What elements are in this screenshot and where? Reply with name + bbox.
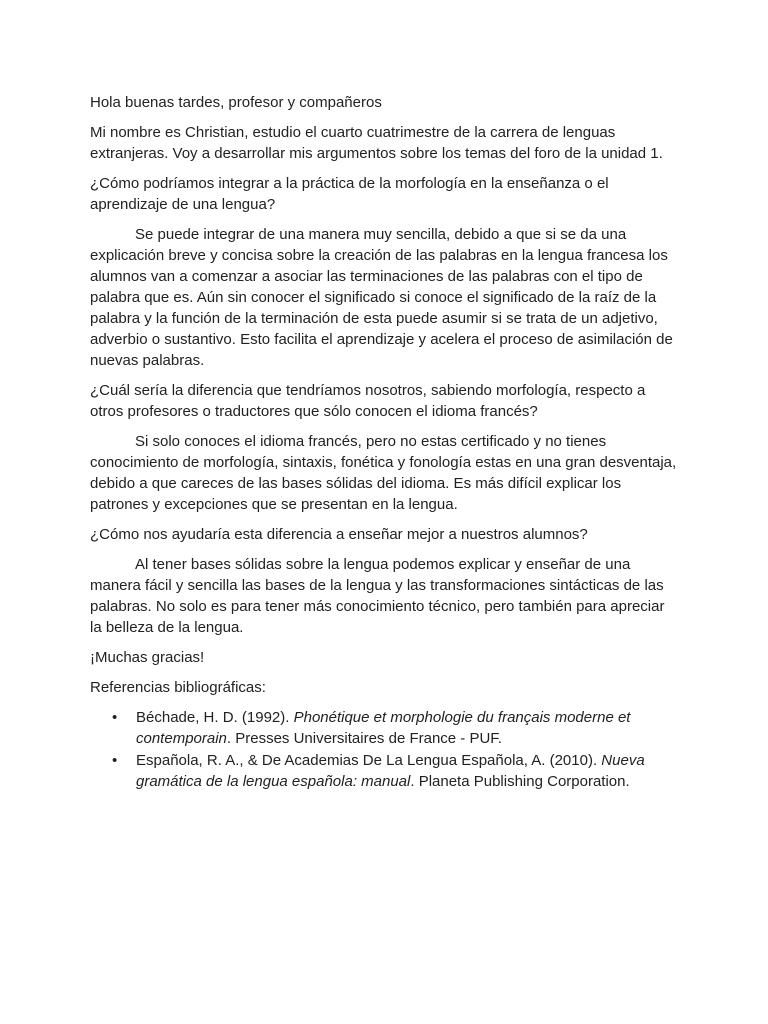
bullet-icon: • <box>112 709 118 726</box>
references-list <box>90 707 680 792</box>
closing: ¡Muchas gracias! <box>90 649 205 666</box>
document-page <box>90 92 680 793</box>
references-heading: Referencias bibliográficas: <box>90 679 266 696</box>
answer-2: Si solo conoces el idioma francés, pero no estas certificado y no tienes conocimiento de morfología, sintaxis, fonética y fonología estas en una gran desventaja, debido a que careces de las bases sólidas del idioma. Es más difícil explicar los patrones y excepciones que se presentan en la lengua. <box>90 433 677 513</box>
reference-item <box>90 750 680 792</box>
reference-authors: Béchade, H. D. (1992). <box>136 709 294 726</box>
reference-publisher: . Planeta Publishing Corporation. <box>410 773 630 790</box>
reference-title: Nueva gramática de la lengua española: manual <box>136 752 645 790</box>
answer-3: Al tener bases sólidas sobre la lengua podemos explicar y enseñar de una manera fácil y sencilla las bases de la lengua y las transformaciones sintácticas de las palabras. No solo es para tener más conocimiento técnico, pero también para apreciar la belleza de la lengua. <box>90 556 665 636</box>
intro-paragraph: Mi nombre es Christian, estudio el cuarto cuatrimestre de la carrera de lenguas extranjeras. Voy a desarrollar mis argumentos sobre los temas del foro de la unidad 1. <box>90 124 663 162</box>
reference-title: Phonétique et morphologie du français moderne et contemporain <box>136 709 631 747</box>
answer-1: Se puede integrar de una manera muy sencilla, debido a que si se da una explicación breve y concisa sobre la creación de las palabras en la lengua francesa los alumnos van a comenzar a asociar las terminaciones de las palabras con el tipo de palabra que es. Aún sin conocer el significado si conoce el significado de la raíz de la palabra y la función de la terminación de esta puede asumir si se trata de un adjetivo, adverbio o sustantivo. Esto facilita el aprendizaje y acelera el proceso de asimilación de nuevas palabras. <box>90 226 673 369</box>
greeting: Hola buenas tardes, profesor y compañeros <box>90 94 382 111</box>
question-1: ¿Cómo podríamos integrar a la práctica de la morfología en la enseñanza o el aprendizaje de una lengua? <box>90 175 609 213</box>
reference-authors: Española, R. A., & De Academias De La Lengua Española, A. (2010). <box>136 752 602 769</box>
reference-publisher: . Presses Universitaires de France - PUF. <box>226 730 502 747</box>
question-2: ¿Cuál sería la diferencia que tendríamos nosotros, sabiendo morfología, respecto a otros profesores o traductores que sólo conocen el idioma francés? <box>90 382 646 420</box>
bullet-icon: • <box>112 752 118 769</box>
question-3: ¿Cómo nos ayudaría esta diferencia a enseñar mejor a nuestros alumnos? <box>90 526 588 543</box>
reference-item <box>90 707 680 749</box>
